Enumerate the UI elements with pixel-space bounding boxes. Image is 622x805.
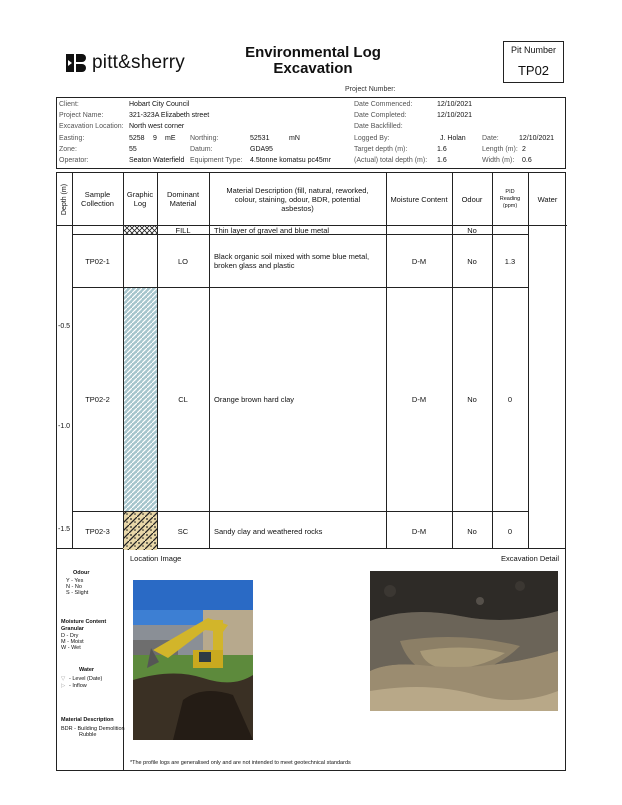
photos-and-legend — [56, 549, 566, 771]
zone-label: Zone: — [59, 146, 77, 153]
row-pid: 0 — [507, 395, 513, 404]
client-label: Client: — [59, 101, 79, 108]
legend-moisture-title: Moisture Content — [61, 619, 107, 625]
title-line-2: Excavation — [273, 60, 353, 77]
description-header: Material Description (fill, natural, reworked, colour, staining, odour, BDR, potential asbestos) — [226, 185, 369, 213]
depth-tick: -0.5 — [58, 323, 71, 330]
sandy-clay-pattern — [123, 511, 157, 550]
row-pid: 0 — [507, 526, 513, 536]
client-value: Hobart City Council — [129, 101, 190, 108]
row-description: Sandy clay and weathered rocks — [214, 526, 323, 536]
legend-item: N - No — [66, 584, 82, 590]
odour-header: Odour — [461, 194, 483, 204]
row-odour: No — [467, 395, 477, 404]
location-label: Excavation Location: — [59, 123, 124, 130]
row-sample: TP02-2 — [85, 395, 110, 404]
row-odour: No — [467, 256, 477, 266]
material-header: Dominant Material — [166, 190, 200, 208]
easting-label: Easting: — [59, 135, 85, 142]
legend-item: - Level (Date) — [69, 676, 103, 682]
depth-tick: -1.5 — [58, 526, 71, 533]
row-odour: No — [467, 526, 477, 536]
datum-label: Datum: — [190, 146, 213, 153]
row-moisture: D-M — [411, 395, 427, 404]
operator-value: Seaton Waterfield — [129, 157, 185, 164]
excavation-pit-image — [370, 571, 558, 711]
company-logo — [66, 52, 185, 74]
length-value: 2 — [522, 146, 526, 153]
target-depth-label: Target depth (m): — [354, 146, 408, 153]
location-value: North west corner — [129, 123, 185, 130]
excavation-detail-title: Excavation Detail — [501, 554, 559, 563]
pitt-sherry-logo-icon — [66, 53, 86, 73]
legend-item: Y - Yes — [66, 578, 84, 584]
location-image-title: Location Image — [130, 554, 182, 563]
water-inflow-icon: ▷ — [61, 683, 66, 689]
row-odour: No — [467, 225, 477, 235]
legend-item: - Inflow — [69, 683, 87, 689]
easting-unit: mE — [165, 135, 176, 142]
depth-header: Depth (m) — [61, 183, 68, 215]
date-backfilled-label: Date Backfilled: — [354, 123, 403, 130]
graphic-log-header: Graphic Log — [126, 190, 154, 208]
date-label: Date: — [482, 135, 499, 142]
northing-unit: mN — [289, 135, 300, 142]
row-moisture: D-M — [411, 526, 427, 536]
legend-item: S - Slight — [66, 590, 89, 596]
date-commenced-label: Date Commenced: — [354, 101, 413, 108]
pit-number-value: TP02 — [517, 63, 550, 78]
pid-header: PID Reading (ppm) — [499, 188, 521, 209]
date-value: 12/10/2021 — [519, 135, 555, 142]
operator-label: Operator: — [59, 157, 89, 164]
row-material: SC — [177, 526, 189, 536]
legend-item: D - Dry — [61, 633, 79, 639]
length-label: Length (m): — [482, 146, 518, 153]
equipment-label: Equipment Type: — [190, 157, 243, 164]
project-info-block — [56, 97, 566, 169]
zone-value: 55 — [129, 146, 137, 153]
company-name: pitt&sherry — [92, 52, 186, 73]
legend-water-title: Water — [79, 667, 95, 673]
legend-moisture-sub: Granular — [61, 626, 84, 632]
row-description: Thin layer of gravel and blue metal — [214, 225, 330, 235]
excavation-log-table — [56, 172, 566, 549]
moisture-header: Moisture Content — [390, 194, 448, 204]
clay-pattern — [123, 287, 157, 511]
row-sample: TP02-3 — [85, 526, 110, 536]
target-depth-value: 1.6 — [437, 146, 447, 153]
legend-item: M - Moist — [61, 639, 84, 645]
legend-item: W - Wet — [61, 645, 81, 651]
row-description: Orange brown hard clay — [214, 395, 295, 404]
date-completed-value: 12/10/2021 — [437, 112, 473, 119]
title-line-1: Environmental Log — [245, 44, 381, 61]
excavator-scene-image — [133, 580, 253, 740]
pit-number-label: Pit Number — [510, 45, 556, 55]
page-title — [228, 45, 398, 77]
legend-odour-title: Odour — [73, 570, 90, 576]
legend-material-title: Material Description — [61, 717, 114, 723]
legend-item: Rubble — [79, 732, 97, 738]
sample-header: Sample Collection — [81, 190, 114, 208]
row-sample: TP02-1 — [85, 256, 110, 266]
location-photo — [133, 580, 253, 740]
actual-depth-value: 1.6 — [437, 157, 447, 164]
row-material: LO — [177, 256, 188, 266]
row-material: FILL — [175, 225, 191, 235]
easting-value: 5258 — [129, 135, 145, 142]
fill-pattern — [123, 226, 157, 234]
row-material: CL — [178, 395, 188, 404]
project-name-value: 321-323A Elizabeth street — [129, 112, 210, 119]
date-commenced-value: 12/10/2021 — [437, 101, 473, 108]
row-description: Black organic soil mixed with some blue metal, broken glass and plastic — [214, 252, 370, 270]
actual-depth-label: (Actual) total depth (m): — [354, 157, 428, 164]
water-level-icon: ▽ — [61, 676, 66, 682]
project-number-label: Project Number: — [345, 86, 396, 93]
legend-panel — [57, 549, 124, 770]
legend-item: BDR - Building Demolition — [61, 726, 125, 732]
datum-value: GDA95 — [250, 146, 273, 153]
excavation-photo — [370, 571, 558, 711]
row-moisture: D-M — [411, 256, 427, 266]
depth-tick: -1.0 — [58, 423, 71, 430]
northing-value: 52531 — [250, 135, 270, 142]
easting-mid: 9 — [153, 135, 157, 142]
logged-by-label: Logged By: — [354, 135, 390, 142]
northing-label: Northing: — [190, 135, 219, 142]
date-completed-label: Date Completed: — [354, 112, 407, 119]
equipment-value: 4.5tonne komatsu pc45mr — [250, 157, 331, 164]
water-header: Water — [537, 194, 558, 204]
logged-by-value: J. Holan — [440, 135, 466, 142]
width-value: 0.6 — [522, 157, 532, 164]
disclaimer-note: *The profile logs are generalised only and are not intended to meet geotechnical standards — [130, 760, 351, 766]
width-label: Width (m): — [482, 157, 515, 164]
row-pid: 1.3 — [504, 256, 516, 266]
project-name-label: Project Name: — [59, 112, 104, 119]
pit-number-box — [503, 41, 564, 83]
